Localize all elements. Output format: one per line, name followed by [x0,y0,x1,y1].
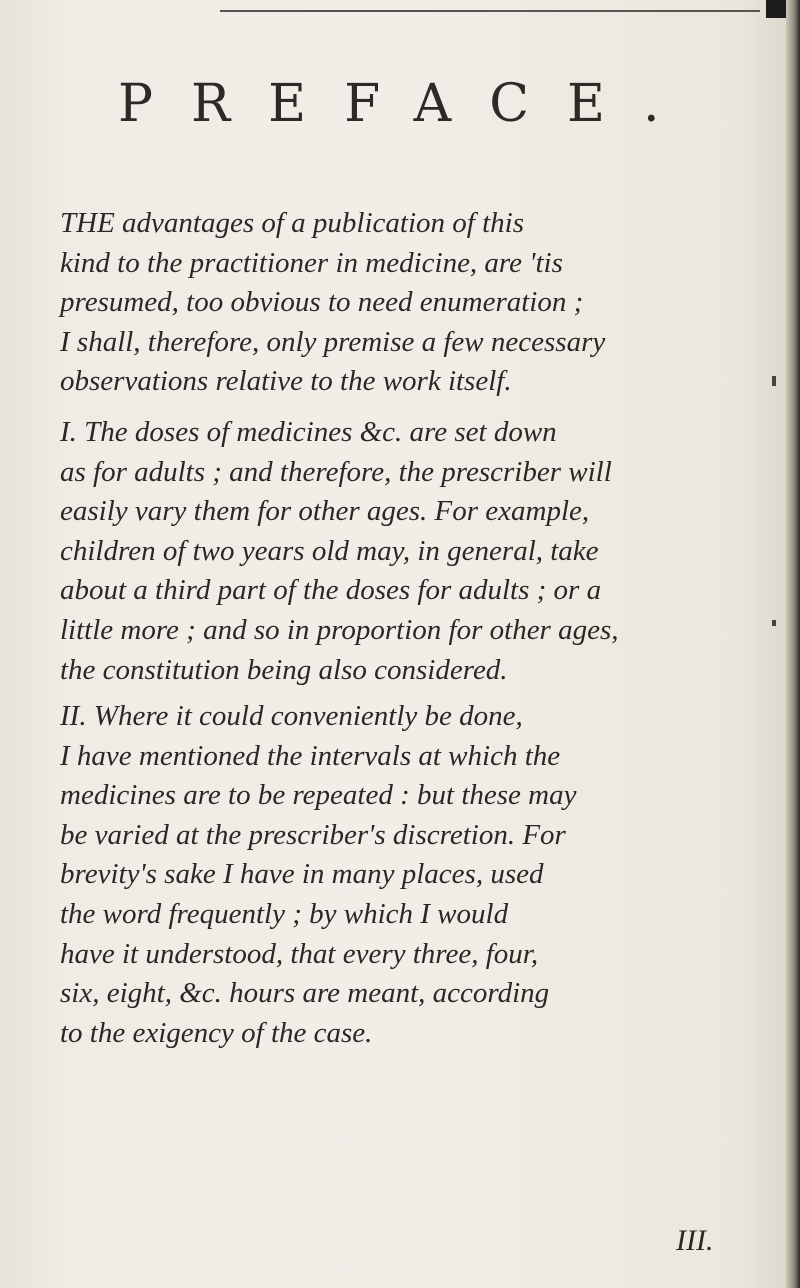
text-line: the constitution being also considered. [60,653,508,686]
text-line: I. The doses of medicines &c. are set down [60,416,557,448]
text-line: presumed, too obvious to need enumeration ; [60,286,584,319]
text-line: the word frequently ; by which I would [60,897,509,930]
text-line: kind to the practitioner in medicine, are 'tis [60,246,563,279]
text-line: I shall, therefore, only premise a few necessary [60,325,606,358]
text-line: II. Where it could conveniently be done, [60,700,523,732]
catchword: III. [676,1224,714,1257]
top-rule [220,0,760,12]
text-line: little more ; and so in proportion for other ages, [60,613,619,646]
text-line: six, eight, &c. hours are meant, according [60,977,550,1010]
text-line: about a third part of the doses for adults ; or a [60,574,602,607]
page-edge-shadow [786,0,800,1288]
text-line: as for adults ; and therefore, the prescriber will [60,455,612,488]
text-line: be varied at the prescriber's discretion. For [60,818,566,851]
text-line: observations relative to the work itself. [60,365,512,398]
paragraph-doses [60,413,760,690]
paragraph-intervals [60,697,760,1053]
text-line: to the exigency of the case. [60,1016,373,1049]
text-line: have it understood, that every three, four, [60,937,539,970]
text-line: children of two years old may, in general, take [60,534,599,567]
edge-speck [772,620,776,626]
text-line: THE advantages of a publication of this [60,207,524,239]
text-line: medicines are to be repeated : but these may [60,779,577,812]
text-line: easily vary them for other ages. For example, [60,495,590,528]
page-title: PREFACE. [118,74,698,134]
text-line: brevity's sake I have in many places, used [60,858,544,891]
text-line: I have mentioned the intervals at which the [60,739,561,772]
paragraph-intro [60,204,760,402]
edge-speck [772,376,776,386]
